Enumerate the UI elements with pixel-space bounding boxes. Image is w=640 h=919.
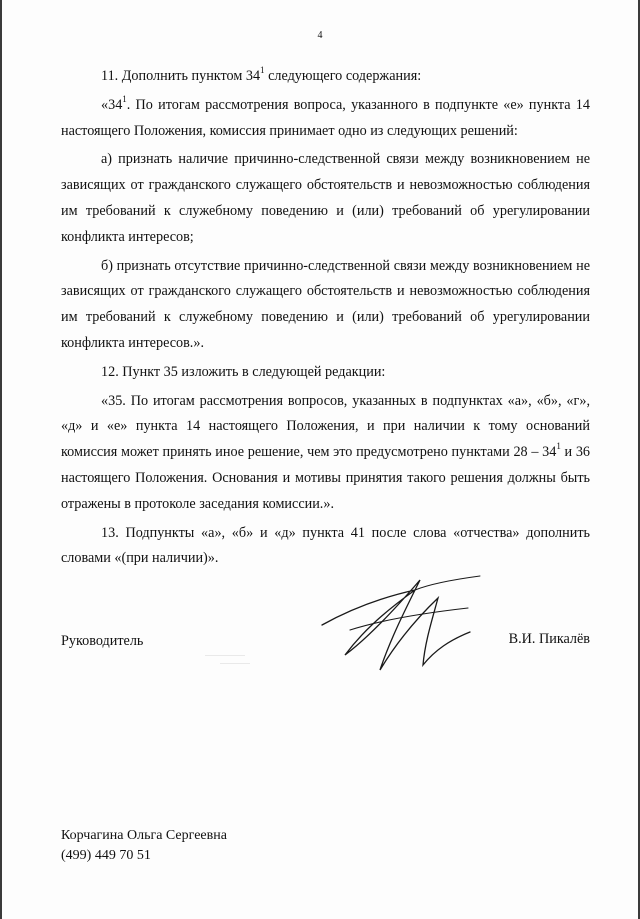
superscript: 1 [122,94,127,105]
paragraph-11-text: 11. Дополнить пунктом 34 [101,68,261,84]
paragraph-34-1 [61,93,590,145]
paragraph-35-start: «35. По итогам рассмотрения вопросов, указанных в подпунктах «а», «б», «г», «д» и «е» пункта 14 настоящего Положения, и при наличии к тому оснований комиссия может принять иное решение, чем это предусмотрено пунктами 28 – 34 [61,392,590,461]
paragraph-decision-b: б) признать отсутствие причинно-следственной связи между возникновением не зависящих от гражданского служащего обстоятельств и невозможностью соблюдения им требований к служебному поведению и (или) требований об урегулировании конфликта интересов.». [61,257,590,351]
scan-noise [205,655,245,656]
superscript: 1 [556,441,561,452]
paragraph-decision-a: а) признать наличие причинно-следственной связи между возникновением не зависящих от гражданского служащего обстоятельств и невозможностью соблюдения им требований к служебному поведению и (или) требований об урегулировании конфликта интересов; [61,151,590,245]
page-number: 4 [317,30,323,41]
superscript: 1 [260,65,265,76]
paragraph-34-1-start: «34 [101,96,123,113]
signer-title: Руководитель [61,633,144,649]
executor-info [61,826,227,866]
paragraph-13: 13. Подпункты «а», «б» и «д» пункта 41 после слова «отчества» дополнить словами «(при наличии)». [61,524,590,567]
paragraph-11 [61,64,590,90]
paragraph-35 [61,389,590,518]
paragraph-12: 12. Пункт 35 изложить в следующей редакции: [101,363,386,380]
scan-edge-left [0,0,2,919]
paragraph-35-end: и 36 настоящего Положения. Основания и мотивы принятия такого решения должны быть отражены в протоколе заседания комиссии.». [61,444,591,512]
handwritten-signature [320,570,495,680]
executor-phone: (499) 449 70 51 [61,848,151,863]
document-body [61,64,590,572]
signer-name: В.И. Пикалёв [508,631,590,647]
executor-name: Корчагина Ольга Сергеевна [61,828,227,843]
paragraph-34-1-text: . По итогам рассмотрения вопроса, указанного в подпункте «е» пункта 14 настоящего Положения, комиссия принимает одно из следующих решений: [61,96,590,139]
paragraph-11-end: следующего содержания: [264,68,422,84]
scan-noise [220,663,250,664]
